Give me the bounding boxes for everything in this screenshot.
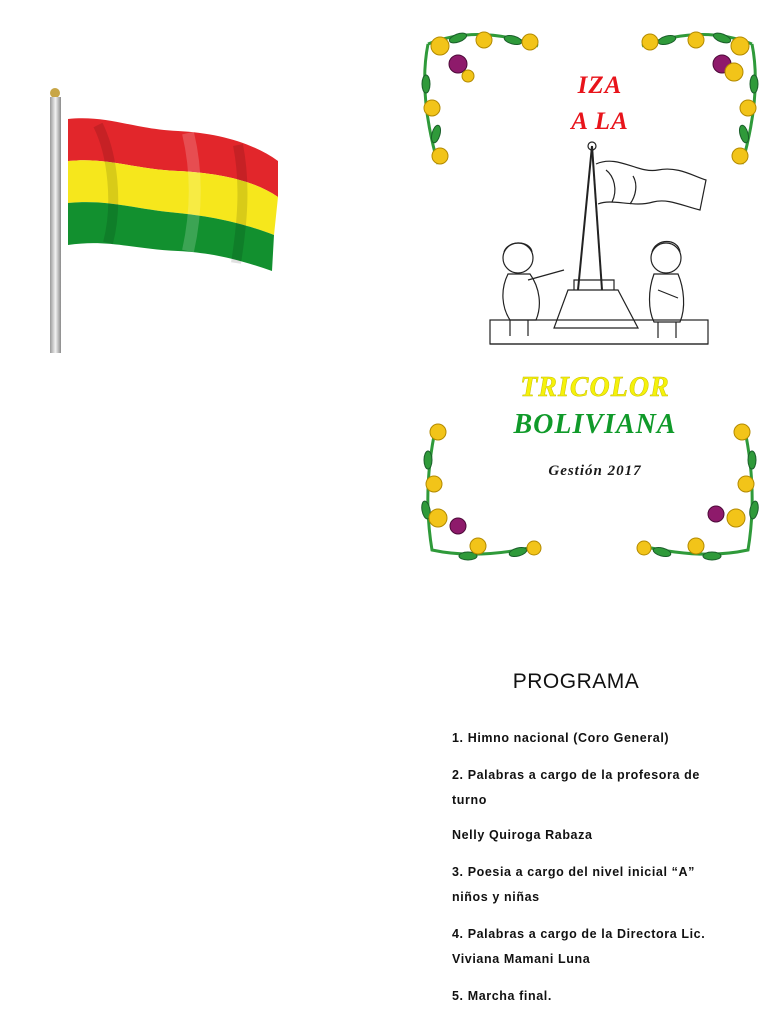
program-item-line: 4. Palabras a cargo de la Directora Lic. (452, 927, 706, 941)
cover-title-line-4: BOLIVIANA (513, 409, 677, 440)
program-item-line: 5. Marcha final. (452, 989, 552, 1003)
cover-subtitle: Gestión 2017 (548, 463, 642, 479)
bolivian-flag-illustration (38, 85, 288, 353)
program-item-line: 2. Palabras a cargo de la profesora de (452, 768, 700, 782)
children-raising-flag-drawing (488, 140, 710, 346)
program-item-line: Nelly Quiroga Rabaza (452, 828, 593, 842)
program-item-3 (452, 823, 727, 848)
flagpole (50, 97, 61, 353)
program-heading: PROGRAMA (512, 670, 640, 693)
program-item-5 (452, 922, 727, 972)
program-item-4 (452, 860, 727, 910)
program-item-line: turno (452, 793, 487, 807)
program-item-line: Viviana Mamani Luna (452, 952, 591, 966)
program-item-2 (452, 763, 727, 813)
cover-title-line-2: A LA (571, 108, 629, 135)
floral-border-bottom (418, 420, 762, 570)
program-item-line: 3. Poesia a cargo del nivel inicial “A” (452, 865, 695, 879)
program-item-line: niños y niñas (452, 890, 540, 904)
program-item-1 (452, 726, 727, 751)
cover-title-line-1: IZA (577, 72, 623, 99)
program-item-line: 1. Himno nacional (Coro General) (452, 731, 670, 745)
flagpole-finial (50, 88, 60, 98)
cover-title-line-3: TRICOLOR (520, 372, 670, 403)
program-item-6 (452, 984, 727, 1009)
